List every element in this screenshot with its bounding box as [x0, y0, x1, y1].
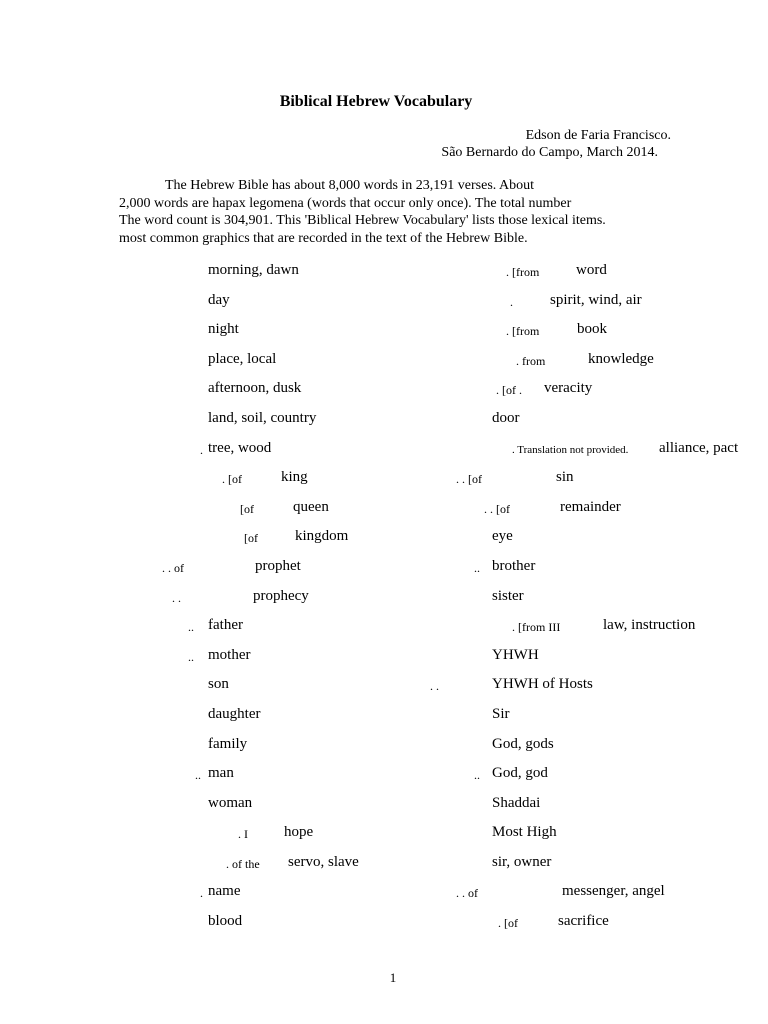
english-gloss: spirit, wind, air	[550, 291, 642, 308]
english-gloss: Sir	[492, 705, 510, 722]
english-gloss: man	[208, 765, 234, 782]
vocab-entry	[0, 289, 440, 319]
english-gloss: father	[208, 617, 243, 634]
vocab-entry	[0, 437, 440, 467]
hebrew-term: .	[510, 294, 513, 309]
vocab-entry	[440, 289, 768, 319]
english-gloss: God, god	[492, 765, 548, 782]
intro-line: The word count is 304,901. This 'Biblical Hebrew Vocabulary' lists those lexical items.	[119, 213, 606, 228]
vocab-list-left	[0, 259, 440, 940]
intro-line: most common graphics that are recorded in the text of the Hebrew Bible.	[119, 230, 528, 246]
english-gloss: God, gods	[492, 735, 554, 752]
english-gloss: alliance, pact	[659, 439, 739, 456]
english-gloss: sin	[556, 469, 574, 486]
english-gloss: mother	[208, 646, 251, 663]
intro-line: The Hebrew Bible has about 8,000 words in 23,191 verses. About	[165, 178, 534, 193]
hebrew-term: . [from	[506, 265, 540, 279]
vocab-entry	[0, 377, 440, 407]
english-gloss: YHWH	[492, 646, 539, 663]
vocab-entry	[440, 525, 768, 555]
vocab-entry	[440, 437, 768, 467]
english-gloss: sir, owner	[492, 853, 552, 870]
english-gloss: family	[208, 735, 248, 752]
english-gloss: afternoon, dusk	[208, 380, 302, 397]
english-gloss: place, local	[208, 350, 277, 367]
vocab-entry	[440, 496, 768, 526]
place-date: São Bernardo do Campo, March 2014.	[441, 145, 658, 160]
english-gloss: eye	[492, 528, 513, 545]
hebrew-term: .	[200, 442, 203, 457]
vocab-entry	[440, 792, 768, 822]
hebrew-term: . [of	[498, 916, 518, 931]
english-gloss: remainder	[560, 498, 621, 515]
hebrew-term: . [of .	[496, 383, 522, 398]
hebrew-term: ..	[188, 620, 194, 635]
english-gloss: prophet	[255, 557, 301, 574]
hebrew-term: . . [of	[456, 472, 482, 487]
english-gloss: servo, slave	[288, 853, 359, 870]
vocab-entry	[0, 733, 440, 763]
english-gloss: tree, wood	[208, 439, 272, 456]
english-gloss: Shaddai	[492, 794, 541, 811]
english-gloss: night	[208, 321, 239, 338]
hebrew-term: . . of	[162, 560, 184, 575]
hebrew-term: . [of	[222, 472, 242, 487]
intro-paragraph	[119, 177, 659, 247]
vocab-entry	[430, 673, 768, 703]
english-gloss: daughter	[208, 705, 261, 722]
vocab-entry	[440, 614, 768, 644]
english-gloss: hope	[284, 824, 314, 841]
vocab-entry	[440, 644, 768, 674]
hebrew-term: ..	[474, 560, 480, 575]
hebrew-term: . . [of	[484, 501, 510, 516]
vocab-entry	[440, 762, 768, 792]
intro-line: 2,000 words are hapax legomena (words that occur only once). The total number	[119, 195, 572, 211]
hebrew-term: . Translation not provided.	[512, 443, 629, 456]
vocab-entry	[0, 259, 440, 289]
document-title: Biblical Hebrew Vocabulary	[279, 93, 473, 110]
vocab-entry	[0, 466, 440, 496]
english-gloss: day	[208, 291, 230, 308]
hebrew-term: . [from III	[512, 620, 561, 635]
vocab-entry	[0, 407, 440, 437]
vocab-entry	[440, 851, 768, 881]
vocab-entry	[0, 555, 440, 585]
english-gloss: brother	[492, 557, 536, 574]
vocab-entry	[440, 259, 768, 289]
english-gloss: sister	[492, 587, 524, 604]
vocab-entry	[0, 703, 440, 733]
english-gloss: kingdom	[295, 528, 349, 545]
english-gloss: woman	[208, 794, 253, 811]
english-gloss: knowledge	[588, 350, 654, 367]
english-gloss: land, soil, country	[208, 409, 317, 426]
vocab-entry	[440, 585, 768, 615]
english-gloss: prophecy	[253, 587, 309, 604]
author-name: Edson de Faria Francisco.	[525, 128, 671, 143]
english-gloss: word	[576, 262, 607, 278]
hebrew-term: ..	[195, 768, 201, 783]
vocab-entry	[440, 555, 768, 585]
vocab-entry	[0, 762, 440, 792]
hebrew-term: . I	[238, 827, 248, 842]
vocab-entry	[0, 525, 440, 555]
vocab-entry	[0, 585, 440, 615]
vocab-entry	[0, 644, 440, 674]
hebrew-term: . .	[172, 590, 181, 605]
vocab-entry	[0, 318, 440, 348]
vocab-entry	[440, 466, 768, 496]
vocab-entry	[440, 821, 768, 851]
english-gloss: veracity	[544, 380, 593, 397]
vocab-entry	[440, 703, 768, 733]
hebrew-term: ..	[474, 768, 480, 783]
hebrew-term: [of	[244, 531, 258, 546]
english-gloss: messenger, angel	[562, 883, 665, 900]
vocab-entry	[0, 673, 440, 703]
hebrew-term: [of	[240, 501, 254, 516]
english-gloss: name	[208, 883, 241, 900]
english-gloss: YHWH of Hosts	[492, 676, 593, 693]
vocab-entry	[0, 496, 440, 526]
vocab-entry	[0, 614, 440, 644]
english-gloss: door	[492, 409, 520, 426]
hebrew-term: ..	[188, 649, 194, 664]
vocab-entry	[440, 910, 768, 940]
vocab-entry	[0, 910, 440, 940]
page-number: 1	[389, 970, 397, 985]
english-gloss: sacrifice	[558, 913, 609, 930]
vocab-entry	[0, 880, 440, 910]
vocab-entry	[0, 851, 440, 881]
vocab-entry	[0, 821, 440, 851]
vocab-entry	[0, 348, 440, 378]
english-gloss: son	[208, 676, 229, 693]
hebrew-term: . . of	[456, 886, 478, 901]
english-gloss: morning, dawn	[208, 262, 299, 278]
hebrew-term: . .	[430, 679, 439, 694]
hebrew-term: .	[200, 886, 203, 901]
vocab-list-right	[430, 259, 768, 940]
vocab-entry	[440, 318, 768, 348]
english-gloss: blood	[208, 913, 243, 930]
vocab-entry	[0, 792, 440, 822]
hebrew-term: . [from	[506, 324, 540, 339]
vocab-entry	[440, 348, 768, 378]
english-gloss: book	[577, 321, 607, 338]
vocab-entry	[440, 880, 768, 910]
english-gloss: queen	[293, 498, 329, 515]
hebrew-term: . of the	[226, 856, 260, 871]
english-gloss: king	[281, 469, 308, 486]
english-gloss: law, instruction	[603, 617, 696, 634]
vocab-entry	[440, 407, 768, 437]
english-gloss: Most High	[492, 824, 557, 841]
vocab-entry	[440, 733, 768, 763]
hebrew-term: . from	[516, 353, 546, 368]
vocab-entry	[440, 377, 768, 407]
